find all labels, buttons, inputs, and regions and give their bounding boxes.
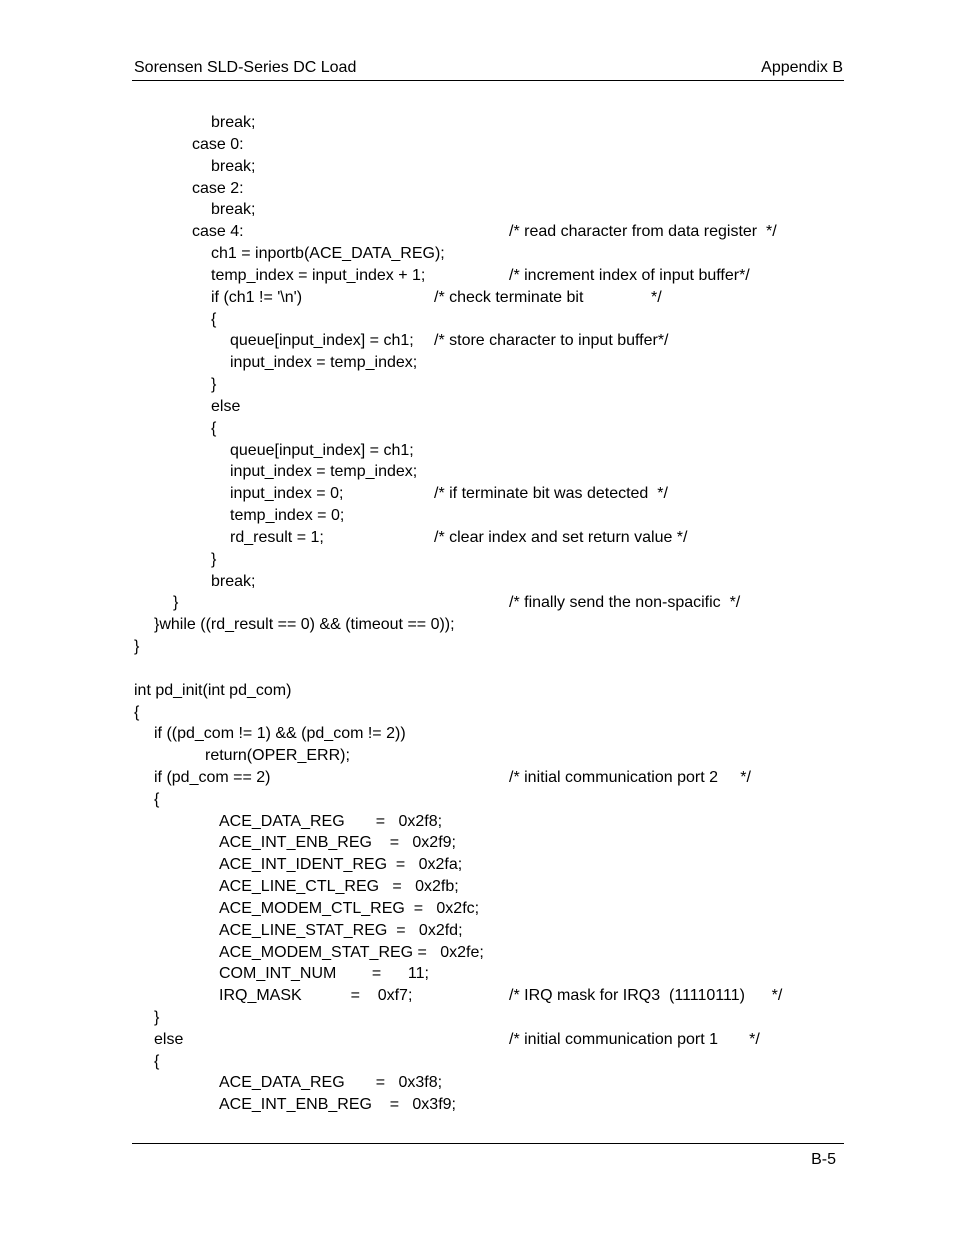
code-line: ch1 = inportb(ACE_DATA_REG); xyxy=(211,245,445,262)
code-line: break; xyxy=(211,158,256,175)
code-line: IRQ_MASK = 0xf7; xyxy=(219,987,413,1004)
code-line: ACE_MODEM_CTL_REG = 0x2fc; xyxy=(219,900,480,917)
code-line: COM_INT_NUM = 11; xyxy=(219,965,429,982)
code-comment: /* IRQ mask for IRQ3 (11110111) */ xyxy=(509,987,783,1004)
code-line: ACE_INT_ENB_REG = 0x3f9; xyxy=(219,1096,456,1113)
code-line: queue[input_index] = ch1; xyxy=(230,332,414,349)
code-line: ACE_MODEM_STAT_REG = 0x2fe; xyxy=(219,944,484,961)
code-line: case 4: xyxy=(192,223,244,240)
code-line: }while ((rd_result == 0) && (timeout == 0)); xyxy=(154,616,455,633)
code-comment: /* store character to input buffer*/ xyxy=(434,332,669,349)
code-line: input_index = temp_index; xyxy=(230,463,418,480)
code-line: break; xyxy=(211,573,256,590)
code-comment: /* if terminate bit was detected */ xyxy=(434,485,668,502)
code-line: input_index = temp_index; xyxy=(230,354,418,371)
code-line: break; xyxy=(211,114,256,131)
code-line: { xyxy=(154,1053,160,1070)
code-line: case 2: xyxy=(192,180,244,197)
code-comment: /* increment index of input buffer*/ xyxy=(509,267,750,284)
code-line: ACE_INT_ENB_REG = 0x2f9; xyxy=(219,834,456,851)
code-line: queue[input_index] = ch1; xyxy=(230,442,414,459)
code-line: else xyxy=(154,1031,184,1048)
code-line: int pd_init(int pd_com) xyxy=(134,682,292,699)
code-line: case 0: xyxy=(192,136,244,153)
code-comment: /* finally send the non-spacific */ xyxy=(509,594,741,611)
code-comment: /* read character from data register */ xyxy=(509,223,777,240)
header-section: Appendix B xyxy=(761,59,843,76)
code-line: } xyxy=(211,376,217,393)
code-line: } xyxy=(154,1009,160,1026)
code-comment: */ xyxy=(651,289,662,306)
code-line: ACE_INT_IDENT_REG = 0x2fa; xyxy=(219,856,463,873)
code-line: return(OPER_ERR); xyxy=(205,747,350,764)
code-line: if (pd_com == 2) xyxy=(154,769,271,786)
code-line: ACE_LINE_STAT_REG = 0x2fd; xyxy=(219,922,463,939)
code-line: { xyxy=(211,311,217,328)
code-line: { xyxy=(154,791,160,808)
code-line: input_index = 0; xyxy=(230,485,344,502)
code-line: { xyxy=(134,704,140,721)
code-line: rd_result = 1; xyxy=(230,529,324,546)
code-comment: /* initial communication port 2 */ xyxy=(509,769,751,786)
code-line: break; xyxy=(211,201,256,218)
code-comment: /* clear index and set return value */ xyxy=(434,529,688,546)
code-line: temp_index = input_index + 1; xyxy=(211,267,426,284)
code-line: } xyxy=(134,638,140,655)
code-comment: /* initial communication port 1 */ xyxy=(509,1031,760,1048)
code-line: else xyxy=(211,398,241,415)
header-title: Sorensen SLD-Series DC Load xyxy=(134,59,357,76)
footer-rule xyxy=(132,1143,844,1144)
code-line: ACE_LINE_CTL_REG = 0x2fb; xyxy=(219,878,459,895)
code-line: if (ch1 != '\n') xyxy=(211,289,303,306)
code-line: } xyxy=(211,551,217,568)
page-number: B-5 xyxy=(811,1151,836,1168)
code-line: ACE_DATA_REG = 0x3f8; xyxy=(219,1074,443,1091)
code-line: { xyxy=(211,420,217,437)
code-line: } xyxy=(173,594,179,611)
code-line: if ((pd_com != 1) && (pd_com != 2)) xyxy=(154,725,406,742)
code-comment: /* check terminate bit xyxy=(434,289,584,306)
code-line: temp_index = 0; xyxy=(230,507,345,524)
code-line: ACE_DATA_REG = 0x2f8; xyxy=(219,813,443,830)
